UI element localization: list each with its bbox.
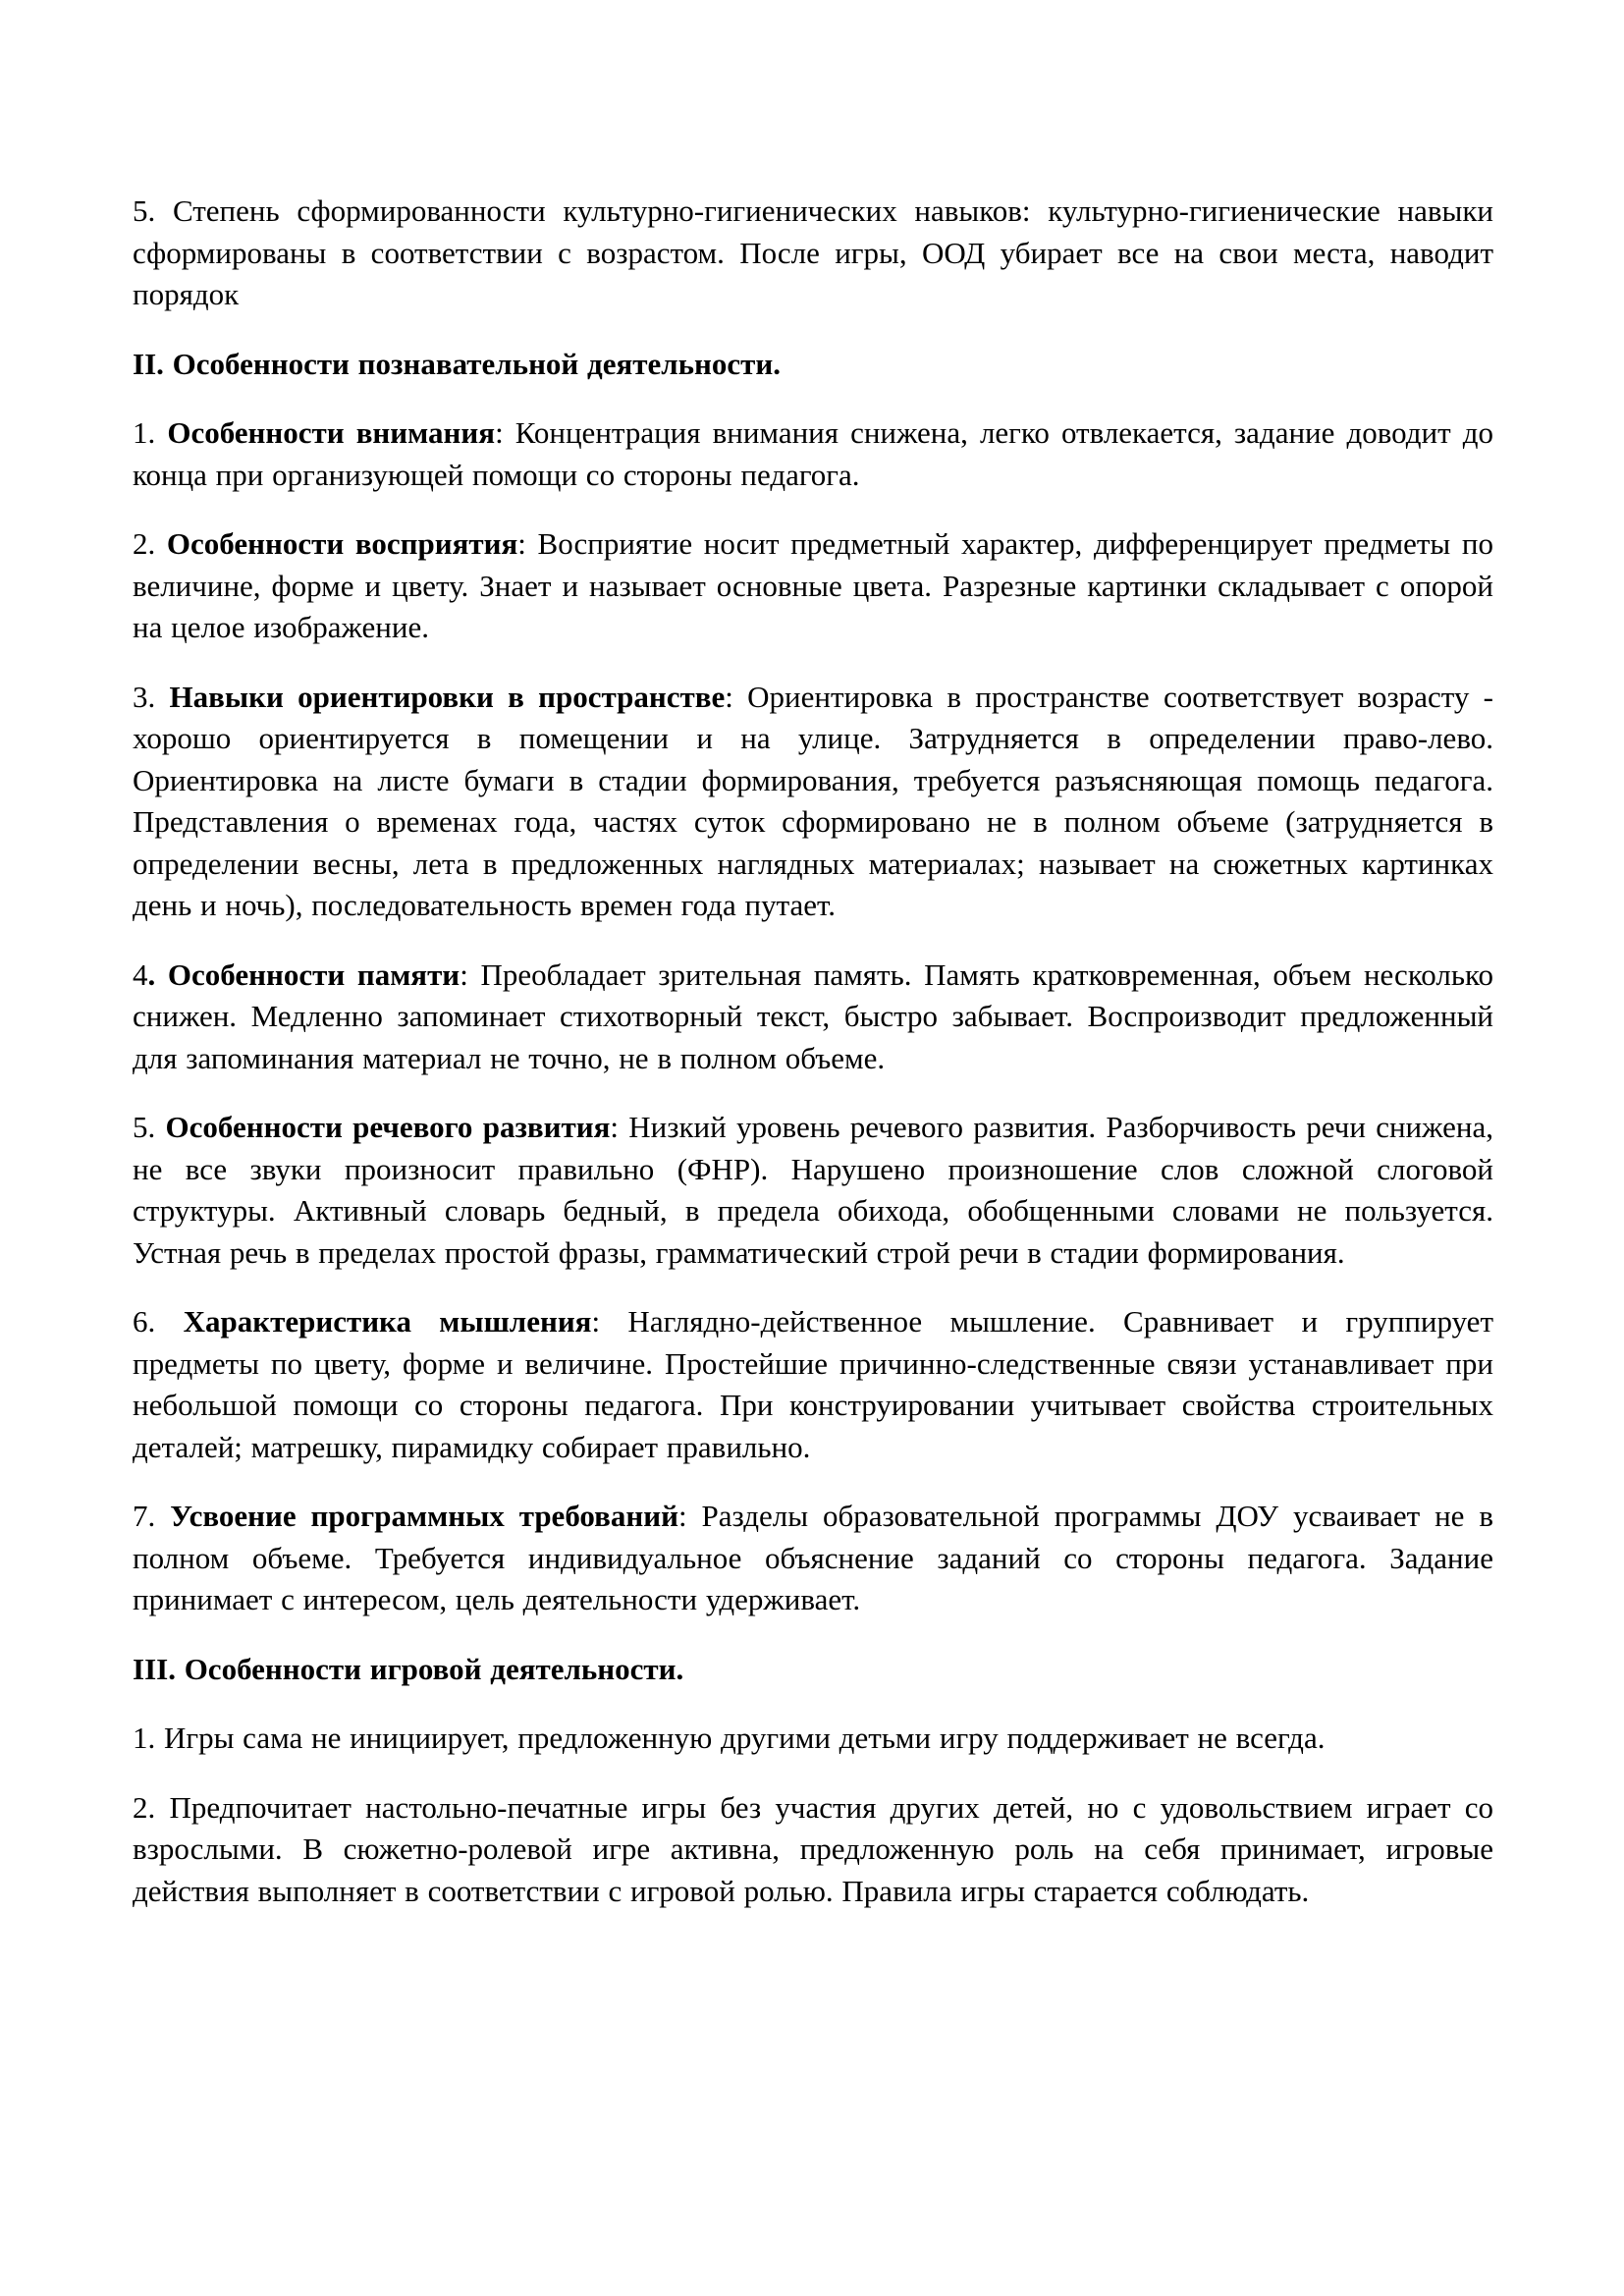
- item-body: : Разделы образовательной программы ДОУ усваивает не в полном объеме. Требуется индивидуальное объяснение заданий со стороны педагога. Задание принимает с интересом, цель деятельности удерживает.: [133, 1499, 1493, 1616]
- paragraph-speech-development: [133, 1107, 1493, 1274]
- paragraph-play-preferences: [133, 1787, 1493, 1913]
- item-title: Характеристика мышления: [183, 1304, 592, 1339]
- paragraph-hygiene-skills: [133, 191, 1493, 316]
- item-title: Усвоение программных требований: [170, 1499, 678, 1533]
- paragraph-program-requirements: [133, 1496, 1493, 1621]
- item-number: 7.: [133, 1499, 171, 1533]
- item-body: : Наглядно-действенное мышление. Сравнивает и группирует предметы по цвету, форме и величине. Простейшие причинно-следственные связи устанавливает при небольшой помощи со стороны педагога. При конструировании учитывает свойства строительных деталей; матрешку, пирамидку собирает правильно.: [133, 1304, 1493, 1464]
- paragraph-thinking: [133, 1301, 1493, 1468]
- item-title: Особенности восприятия: [166, 526, 518, 561]
- paragraph-perception: [133, 523, 1493, 649]
- item-body: : Низкий уровень речевого развития. Разборчивость речи снижена, не все звуки произносит правильно (ФНР). Нарушено произношение слов сложной слоговой структуры. Активный словарь бедный, в предела обихода, обобщенными словами не пользуется. Устная речь в пределах простой фразы, грамматический строй речи в стадии формирования.: [133, 1110, 1494, 1270]
- paragraph-play-initiative: [133, 1718, 1493, 1760]
- item-number: 6.: [133, 1304, 184, 1339]
- item-title: . Особенности памяти: [147, 957, 460, 992]
- paragraph-text: 1. Игры сама не инициирует, предложенную другими детьми игру поддерживает не всегда.: [133, 1721, 1326, 1755]
- document-body: [133, 191, 1493, 1940]
- item-number: 5.: [133, 1110, 166, 1144]
- item-body: : Концентрация внимания снижена, легко отвлекается, задание доводит до конца при организующей помощи со стороны педагога.: [133, 415, 1494, 492]
- item-body: : Преобладает зрительная память. Память кратковременная, объем несколько снижен. Медленно запоминает стихотворный текст, быстро забывает. Воспроизводит предложенный для запоминания материал не точно, не в полном объеме.: [133, 957, 1493, 1075]
- item-number: 2.: [133, 526, 167, 561]
- item-number: 1.: [133, 415, 168, 450]
- item-title: Особенности речевого развития: [165, 1110, 611, 1144]
- paragraph-attention: [133, 412, 1493, 496]
- paragraph-text: 2. Предпочитает настольно-печатные игры без участия других детей, но с удовольствием играет со взрослыми. В сюжетно-ролевой игре активна, предложенную роль на себя принимает, игровые действия выполняет в соответствии с игровой ролью. Правила игры старается соблюдать.: [133, 1789, 1493, 1908]
- heading-text: III. Особенности игровой деятельности.: [133, 1651, 684, 1686]
- item-title: Особенности внимания: [167, 415, 496, 450]
- paragraph-spatial-orientation: [133, 677, 1493, 927]
- item-number: 3.: [133, 679, 170, 714]
- item-body: : Восприятие носит предметный характер, дифференцирует предметы по величине, форме и цвету. Знает и называет основные цвета. Разрезные картинки складывает с опорой на целое изображение.: [133, 526, 1493, 644]
- paragraph-memory: [133, 955, 1493, 1080]
- paragraph-text: 5. Степень сформированности культурно-гигиенических навыков: культурно-гигиенические навыки сформированы в соответствии с возрастом. После игры, ООД убирает все на свои места, наводит порядок: [133, 193, 1493, 311]
- heading-play-activity: [133, 1649, 1493, 1691]
- item-number: 4: [133, 957, 148, 992]
- heading-text: II. Особенности познавательной деятельности.: [133, 346, 781, 381]
- item-body: : Ориентировка в пространстве соответствует возрасту - хорошо ориентируется в помещении и на улице. Затрудняется в определении право-лево. Ориентировка на листе бумаги в стадии формирования, требуется разъясняющая помощь педагога. Представления о временах года, частях суток сформировано не в полном объеме (затрудняется в определении весны, лета в предложенных наглядных материалах; называет на сюжетных картинках день и ночь), последовательность времен года путает.: [133, 679, 1494, 922]
- item-title: Навыки ориентировки в пространстве: [169, 679, 726, 714]
- heading-cognitive-activity: [133, 344, 1493, 386]
